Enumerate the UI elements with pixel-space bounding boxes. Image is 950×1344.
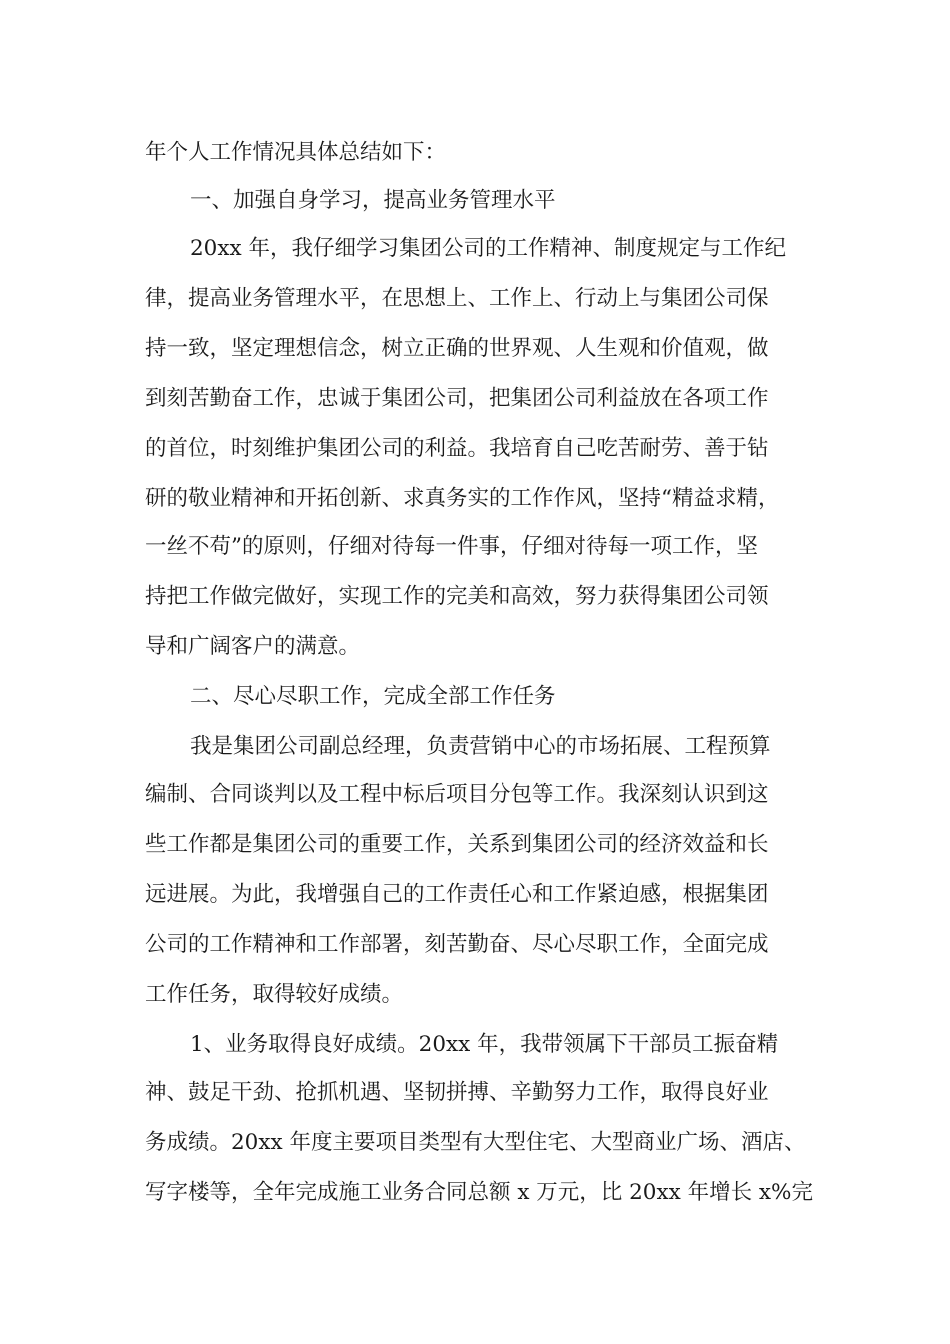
text-line: 些工作都是集团公司的重要工作，关系到集团公司的经济效益和长 — [145, 832, 769, 857]
text-line: 律，提高业务管理水平，在思想上、工作上、行动上与集团公司保 — [145, 286, 769, 311]
text-line: 公司的工作精神和工作部署，刻苦勤奋、尽心尽职工作，全面完成 — [145, 932, 769, 957]
text-line: 编制、合同谈判以及工程中标后项目分包等工作。我深刻认识到这 — [145, 782, 769, 807]
text-line: 工作任务，取得较好成绩。 — [145, 982, 404, 1007]
text-line: 神、鼓足干劲、抢抓机遇、坚韧拼搏、辛勤努力工作，取得良好业 — [145, 1080, 769, 1105]
text-line: 年个人工作情况具体总结如下： — [145, 140, 447, 165]
text-line: 持一致，坚定理想信念，树立正确的世界观、人生观和价值观，做 — [145, 336, 769, 361]
text-line: 持把工作做完做好，实现工作的完美和高效，努力获得集团公司领 — [145, 584, 769, 609]
text-line: 一丝不苟”的原则，仔细对待每一件事，仔细对待每一项工作，坚 — [145, 534, 758, 559]
text-line: 我是集团公司副总经理，负责营销中心的市场拓展、工程预算 — [190, 734, 771, 759]
text-line: 20xx 年，我仔细学习集团公司的工作精神、制度规定与工作纪 — [190, 236, 786, 261]
section-heading: 一、加强自身学习，提高业务管理水平 — [190, 188, 556, 213]
section-heading: 二、尽心尽职工作，完成全部工作任务 — [190, 684, 556, 709]
text-line: 的首位，时刻维护集团公司的利益。我培育自己吃苦耐劳、善于钻 — [145, 436, 769, 461]
text-line: 务成绩。20xx 年度主要项目类型有大型住宅、大型商业广场、酒店、 — [145, 1130, 806, 1155]
text-line: 写字楼等，全年完成施工业务合同总额 x 万元，比 20xx 年增长 x%完 — [145, 1180, 813, 1205]
text-line: 导和广阔客户的满意。 — [145, 634, 361, 659]
text-line: 远进展。为此，我增强自己的工作责任心和工作紧迫感，根据集团 — [145, 882, 769, 907]
text-line: 到刻苦勤奋工作，忠诚于集团公司，把集团公司利益放在各项工作 — [145, 386, 769, 411]
text-line: 研的敬业精神和开拓创新、求真务实的工作作风，坚持“精益求精， — [145, 486, 780, 511]
text-line: 1、业务取得良好成绩。20xx 年，我带领属下干部员工振奋精 — [190, 1032, 779, 1057]
